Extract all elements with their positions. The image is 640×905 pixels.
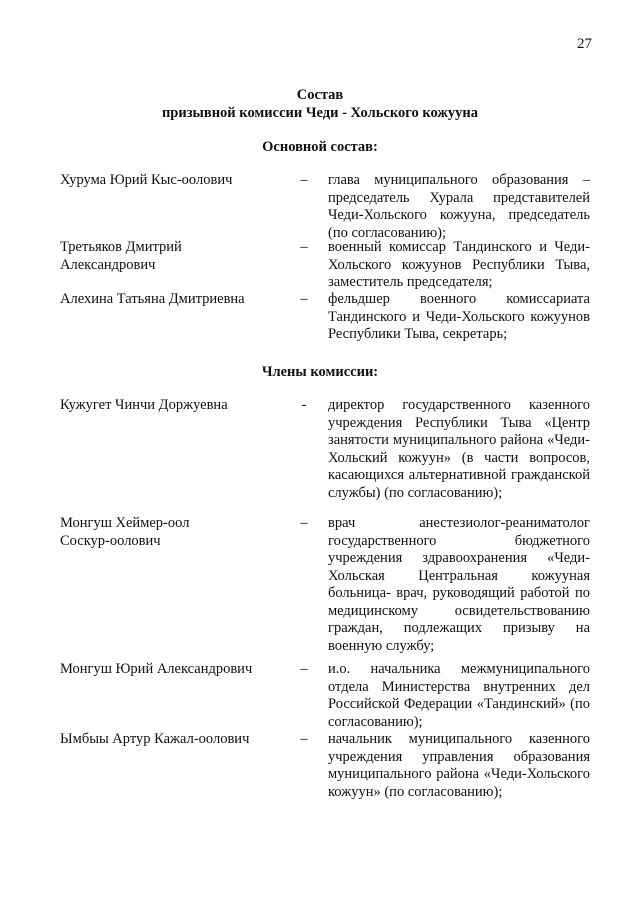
member-entry [60, 172, 590, 239]
member-entry [60, 397, 590, 515]
member-role: директор государственного казенного учреждения Республики Тыва «Центр занятости муниципального района «Чеди-Хольский кожуун» (в части вопросов, касающихся альтернативной гражданской службы) (по согласованию); [328, 397, 590, 501]
member-entry [60, 239, 590, 291]
member-name: Ымбыы Артур Кажал-оолович [60, 731, 250, 747]
title-line-2: призывной комиссии Чеди - Хольского кожууна [161, 105, 479, 121]
document-title [0, 86, 640, 122]
member-name: Кужугет Чинчи Доржуевна [60, 397, 228, 413]
member-role: фельдшер военного комиссариата Тандинского и Чеди-Хольского кожуунов Республики Тыва, секретарь; [328, 291, 590, 342]
member-entry [60, 291, 590, 344]
member-dash: – [300, 731, 308, 747]
member-name: Монгуш Хеймер-оол Соскур-оолович [60, 515, 190, 549]
member-name: Алехина Татьяна Дмитриевна [60, 291, 245, 307]
member-role: глава муниципального образования – председатель Хурала представителей Чеди-Хольского кожууна, председатель (по согласованию); [328, 172, 590, 241]
member-dash: – [300, 291, 308, 307]
page-number: 27 [577, 36, 592, 52]
member-role: военный комиссар Тандинского и Чеди-Хольского кожуунов Республики Тыва, заместитель председателя; [328, 239, 590, 290]
member-role: начальник муниципального казенного учреждения управления образования муниципального района «Чеди-Хольского кожуун» (по согласованию); [328, 731, 590, 800]
member-dash: – [300, 239, 308, 255]
title-line-1: Состав [296, 87, 344, 103]
member-role: и.о. начальника межмуниципального отдела Министерства внутренних дел Российской Федерации «Тандинский» (по согласованию); [328, 661, 590, 730]
commission-members-list [60, 397, 590, 801]
member-entry [60, 661, 590, 731]
member-role: врач анестезиолог-реаниматолог государственного бюджетного учреждения здравоохранения «Чеди-Хольская Центральная кожууная больница- врач, руководящий работой по медицинскому освидетельствованию граждан, подлежащих призыву на военную службу; [328, 515, 590, 654]
member-name: Хурума Юрий Кыс-оолович [60, 172, 233, 188]
member-dash: - [301, 397, 307, 413]
member-entry [60, 731, 590, 801]
commission-members-heading: Члены комиссии: [261, 364, 379, 380]
member-name: Монгуш Юрий Александрович [60, 661, 253, 677]
member-dash: – [300, 172, 308, 188]
main-section-heading: Основной состав: [262, 139, 378, 155]
main-members-list [60, 172, 590, 344]
member-dash: – [300, 661, 308, 677]
member-name: Третьяков Дмитрий Александрович [60, 239, 182, 273]
member-dash: – [300, 515, 308, 531]
member-entry [60, 515, 590, 661]
